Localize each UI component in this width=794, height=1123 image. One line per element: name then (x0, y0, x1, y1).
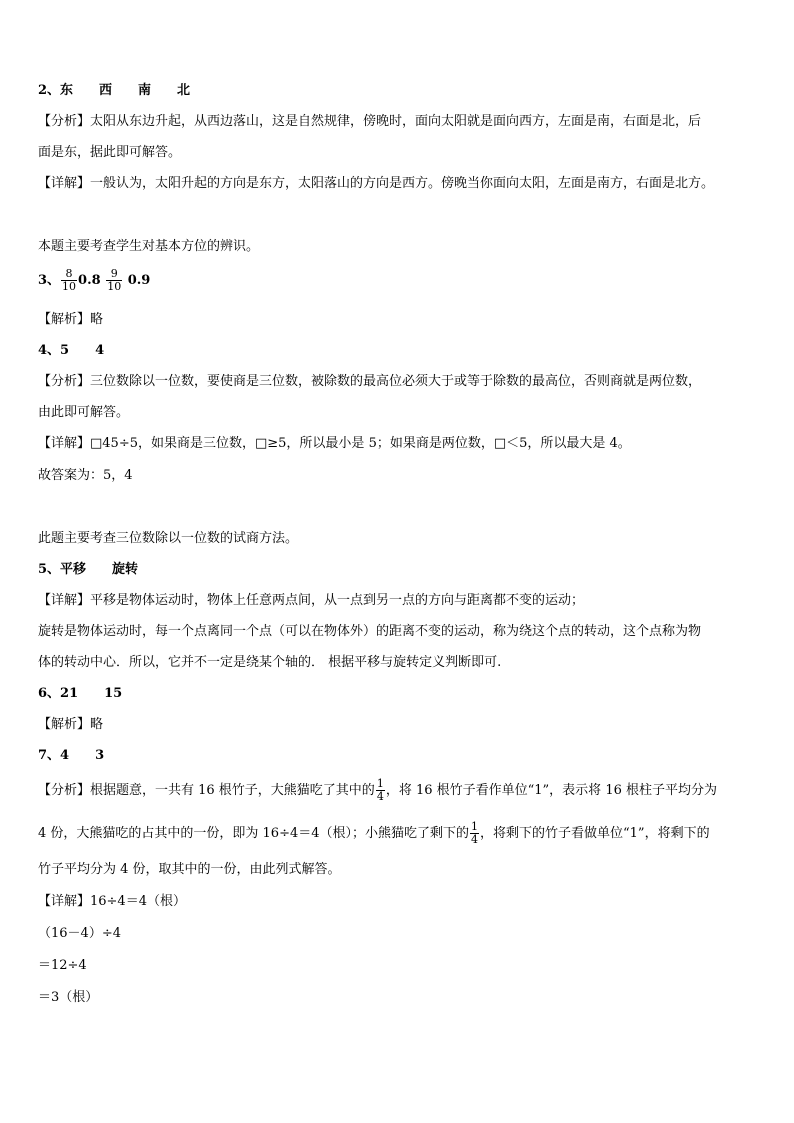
q7-fraction-1 (376, 778, 385, 803)
q3-analysis: 【解析】略 (38, 312, 104, 327)
q7-analysis-line1 (38, 774, 717, 808)
q3-mid: 0.8 (78, 273, 101, 288)
q3-tail: 0.9 (127, 273, 151, 288)
q7-fraction-1-denominator: 4 (376, 790, 384, 803)
q7-fraction-2 (470, 821, 479, 846)
q4-analysis-line2: 由此即可解答。 (38, 405, 130, 420)
q7-detail-line3: ＝12÷4 (38, 958, 87, 973)
q4-summary: 此题主要考查三位数除以一位数的试商方法。 (38, 531, 299, 546)
q5-detail-line1: 【详解】平移是物体运动时，物体上任意两点间，从一点到另一点的方向与距离都不变的运动； (38, 593, 585, 608)
q7-detail-line4: ＝3（根） (38, 990, 99, 1005)
q3-fraction-1-numerator: 8 (61, 268, 77, 281)
q4-detail: 【详解】□45÷5，如果商是三位数，□≥5，所以最小是 5；如果商是两位数，□＜5，所以最大是 4。 (38, 436, 631, 451)
q3-fraction-1-denominator: 10 (62, 280, 77, 293)
q7-fraction-2-denominator: 4 (471, 833, 479, 846)
q7-analysis-line3: 竹子平均分为 4 份，取其中的一份，由此列式解答。 (38, 862, 341, 877)
q2-answer: 2、东 西 南 北 (38, 83, 191, 98)
q2-summary: 本题主要考查学生对基本方位的辨识。 (38, 239, 260, 254)
q2-analysis-line1: 【分析】太阳从东边升起，从西边落山，这是自然规律，傍晚时，面向太阳就是面向西方，左面是南，右面是北，后 (38, 114, 702, 129)
q3-answer (38, 268, 150, 294)
q6-analysis: 【解析】略 (38, 717, 104, 732)
q5-detail-line3: 体的转动中心．所以，它并不一定是绕某个轴的． 根据平移与旋转定义判断即可. (38, 655, 502, 670)
q3-fraction-1 (61, 268, 77, 293)
q7-analysis-line1-post: ，将 16 根竹子看作单位“1”，表示将 16 根柱子平均分为 (385, 783, 717, 798)
q5-detail-line2: 旋转是物体运动时，每一个点离同一个点（可以在物体外）的距离不变的运动，称为绕这个点的转动，这个点称为物 (38, 624, 702, 639)
q4-analysis-line1: 【分析】三位数除以一位数，要使商是三位数，被除数的最高位必须大于或等于除数的最高位，否则商就是两位数， (38, 374, 702, 389)
q7-analysis-line1-pre: 【分析】根据题意，一共有 16 根竹子，大熊猫吃了其中的 (38, 783, 375, 798)
q7-detail-line2: （16－4）÷4 (38, 926, 121, 941)
q7-answer: 7、4 3 (38, 748, 105, 763)
q7-fraction-1-numerator: 1 (376, 777, 384, 790)
q4-conclusion: 故答案为：5，4 (38, 468, 133, 483)
q3-fraction-2 (106, 268, 122, 293)
q4-answer: 4、5 4 (38, 343, 105, 358)
q2-detail: 【详解】一般认为，太阳升起的方向是东方，太阳落山的方向是西方。傍晚当你面向太阳，左面是南方，右面是北方。 (38, 176, 715, 191)
q2-analysis-line2: 面是东，据此即可解答。 (38, 145, 182, 160)
q7-analysis-line2-pre: 4 份，大熊猫吃的占其中的一份，即为 16÷4＝4（根）；小熊猫吃了剩下的 (38, 826, 470, 841)
q7-fraction-2-numerator: 1 (471, 820, 479, 833)
q3-prefix: 3、 (38, 273, 61, 288)
q3-fraction-2-denominator: 10 (107, 280, 122, 293)
q7-analysis-line2-post: ，将剩下的竹子看做单位“1”，将剩下的 (480, 826, 710, 841)
q3-fraction-2-numerator: 9 (106, 268, 122, 281)
q6-answer: 6、21 15 (38, 686, 123, 701)
q7-detail-line1: 【详解】16÷4＝4（根） (38, 894, 186, 909)
q5-answer: 5、平移 旋转 (38, 562, 139, 577)
q7-analysis-line2 (38, 817, 710, 851)
